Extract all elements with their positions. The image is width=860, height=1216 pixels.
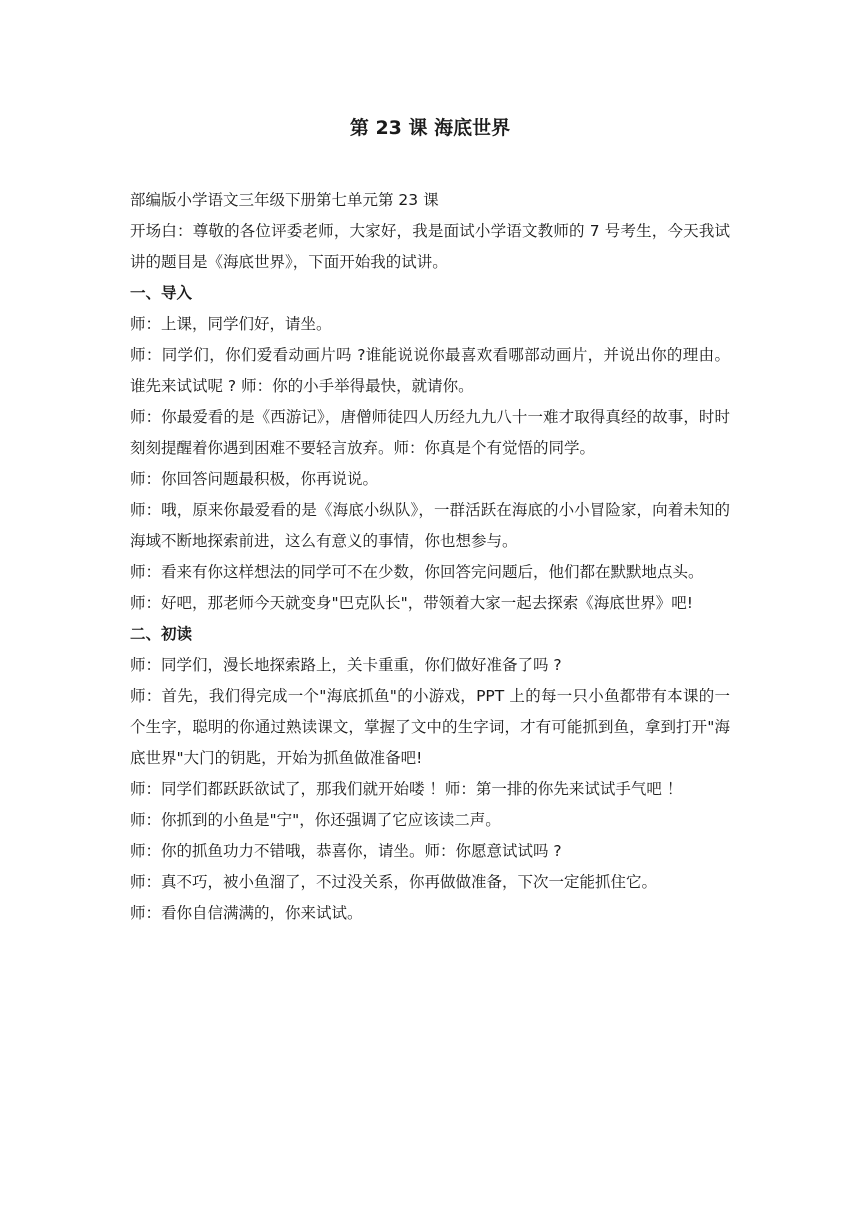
- paragraph: 师：看来有你这样想法的同学可不在少数，你回答完问题后，他们都在默默地点头。: [130, 563, 704, 581]
- paragraph: 师：哦，原来你最爱看的是《海底小纵队》，一群活跃在海底的小小冒险家，向着未知的海域不断地探索前进，这么有意义的事情，你也想参与。: [130, 501, 730, 550]
- paragraph: 开场白：尊敬的各位评委老师，大家好，我是面试小学语文教师的 7 号考生，今天我试讲的题目是《海底世界》，下面开始我的试讲。: [130, 222, 730, 271]
- section-heading: 一、导入: [130, 284, 193, 302]
- paragraph: 师：你的抓鱼功力不错哦，恭喜你，请坐。师：你愿意试试吗 ?: [130, 842, 562, 860]
- paragraph: 师：首先，我们得完成一个"海底抓鱼"的小游戏，PPT 上的每一只小鱼都带有本课的一个生字，聪明的你通过熟读课文，掌握了文中的生字词，才有可能抓到鱼，拿到打开"海底世界"大门的钥匙，开始为抓鱼做准备吧!: [130, 687, 730, 767]
- page-title: 第 23 课 海底世界: [349, 117, 511, 139]
- document-body: [130, 185, 730, 929]
- paragraph: 部编版小学语文三年级下册第七单元第 23 课: [130, 191, 439, 209]
- paragraph: 师：你回答问题最积极，你再说说。: [130, 470, 379, 488]
- paragraph: 师：同学们都跃跃欲试了，那我们就开始喽 ！师：第一排的你先来试试手气吧 ！: [130, 780, 683, 798]
- paragraph: 师：上课，同学们好，请坐。: [130, 315, 332, 333]
- paragraph: 师：看你自信满满的，你来试试。: [130, 904, 363, 922]
- paragraph: 师：你最爱看的是《西游记》，唐僧师徒四人历经九九八十一难才取得真经的故事，时时刻刻提醒着你遇到困难不要轻言放弃。师：你真是个有觉悟的同学。: [130, 408, 730, 457]
- paragraph: 师：真不巧，被小鱼溜了，不过没关系，你再做做准备，下次一定能抓住它。: [130, 873, 658, 891]
- paragraph: 师：好吧，那老师今天就变身"巴克队长"，带领着大家一起去探索《海底世界》吧!: [130, 594, 693, 612]
- paragraph: 师：同学们，漫长地探索路上，关卡重重，你们做好准备了吗 ?: [130, 656, 562, 674]
- section-heading: 二、初读: [130, 625, 193, 643]
- paragraph: 师：你抓到的小鱼是"宁"，你还强调了它应该读二声。: [130, 811, 501, 829]
- paragraph: 师：同学们，你们爱看动画片吗 ?谁能说说你最喜欢看哪部动画片，并说出你的理由。谁先来试试呢 ? 师：你的小手举得最快，就请你。: [130, 346, 730, 395]
